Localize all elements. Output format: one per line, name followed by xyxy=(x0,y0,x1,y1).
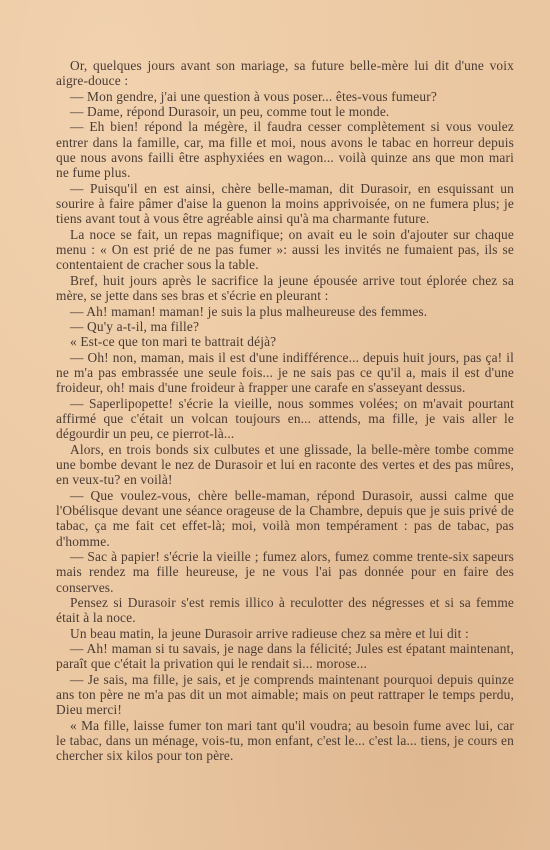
paragraph: Or, quelques jours avant son mariage, sa future belle-mère lui dit d'une voix aigre-douce : xyxy=(56,58,514,89)
paragraph: — Qu'y a-t-il, ma fille? xyxy=(70,318,200,334)
paragraph: — Saperlipopette! s'écrie la vieille, nous sommes volées; on m'avait pourtant affirmé que c'était un volcan toujours en... attends, ma fille, je vais aller le dégourdir un peu, ce pierrot-là... xyxy=(56,395,514,442)
paragraph: — Dame, répond Durasoir, un peu, comme tout le monde. xyxy=(70,104,390,120)
paragraph: « Ma fille, laisse fumer ton mari tant qu'il voudra; au besoin fume avec lui, car le tabac, dans un ménage, vois-tu, mon enfant, c'est le... c'est la... tiens, je cours en chercher six kilos pour ton père. xyxy=(56,717,514,764)
paragraph: Bref, huit jours après le sacrifice la jeune épousée arrive tout éplorée chez sa mère, se jette dans ses bras et s'écrie en pleurant : xyxy=(56,272,514,304)
body-text xyxy=(56,58,514,764)
paragraph: « Est-ce que ton mari te battrait déjà? xyxy=(70,334,277,350)
paragraph: — Puisqu'il en est ainsi, chère belle-maman, dit Durasoir, en esquissant un sourire à faire pâmer d'aise la guenon la moins apprivoisée, on ne fumera plus; je tiens avant tout à vous être agréable ainsi qu'à ma charmante future. xyxy=(56,180,514,227)
paragraph: — Mon gendre, j'ai une question à vous poser... êtes-vous fumeur? xyxy=(70,88,437,104)
paragraph: — Que voulez-vous, chère belle-maman, répond Durasoir, aussi calme que l'Obélisque devant une séance orageuse de la Chambre, depuis que je suis privé de tabac, ça me fait cet effet-là; moi, voilà mon tempérament : pas de tabac, pas d'homme. xyxy=(56,487,514,549)
paragraph: — Ah! maman! maman! je suis la plus malheureuse des femmes. xyxy=(70,303,428,319)
paragraph: La noce se fait, un repas magnifique; on avait eu le soin d'ajouter sur chaque menu : « On est prié de ne pas fumer »: aussi les invités ne fumaient pas, ils se contentaient de cracher sous la table. xyxy=(56,226,514,273)
paragraph: — Sac à papier! s'écrie la vieille ; fumez alors, fumez comme trente-six sapeurs mais rendez ma fille heureuse, je ne vous l'ai pas donnée pour en faire des conserves. xyxy=(56,549,514,595)
paragraph: — Ah! maman si tu savais, je nage dans la félicité; Jules est épatant maintenant, paraît que c'était la privation qui le rendait si... morose... xyxy=(56,641,514,672)
paragraph: — Eh bien! répond la mégère, il faudra cesser complètement si vous voulez entrer dans la famille, car, ma fille et moi, nous avons le tabac en horreur depuis que nous avons failli être asphyxiées en wagon... voilà quinze ans que mon mari ne fume plus. xyxy=(56,119,514,181)
paragraph: — Je sais, ma fille, je sais, et je comprends maintenant pourquoi depuis quinze ans ton père ne m'a pas dit un mot aimable; mais on peut rattraper le temps perdu, Dieu merci! xyxy=(56,671,514,718)
paragraph: Alors, en trois bonds six culbutes et une glissade, la belle-mère tombe comme une bombe devant le nez de Durasoir et lui en raconte des vertes et des pas mûres, en veux-tu? en voilà! xyxy=(56,441,514,488)
paragraph: Pensez si Durasoir s'est remis illico à reculotter des négresses et si sa femme était à la noce. xyxy=(56,595,514,626)
paragraph: Un beau matin, la jeune Durasoir arrive radieuse chez sa mère et lui dit : xyxy=(70,625,469,641)
paragraph: — Oh! non, maman, mais il est d'une indifférence... depuis huit jours, pas ça! il ne m'a pas embrassée une seule fois... je ne sais pas ce qu'il a, mais il est d'une froideur, oh! mais d'une froideur à frapper une carafe en s'asseyant dessus. xyxy=(56,349,514,396)
